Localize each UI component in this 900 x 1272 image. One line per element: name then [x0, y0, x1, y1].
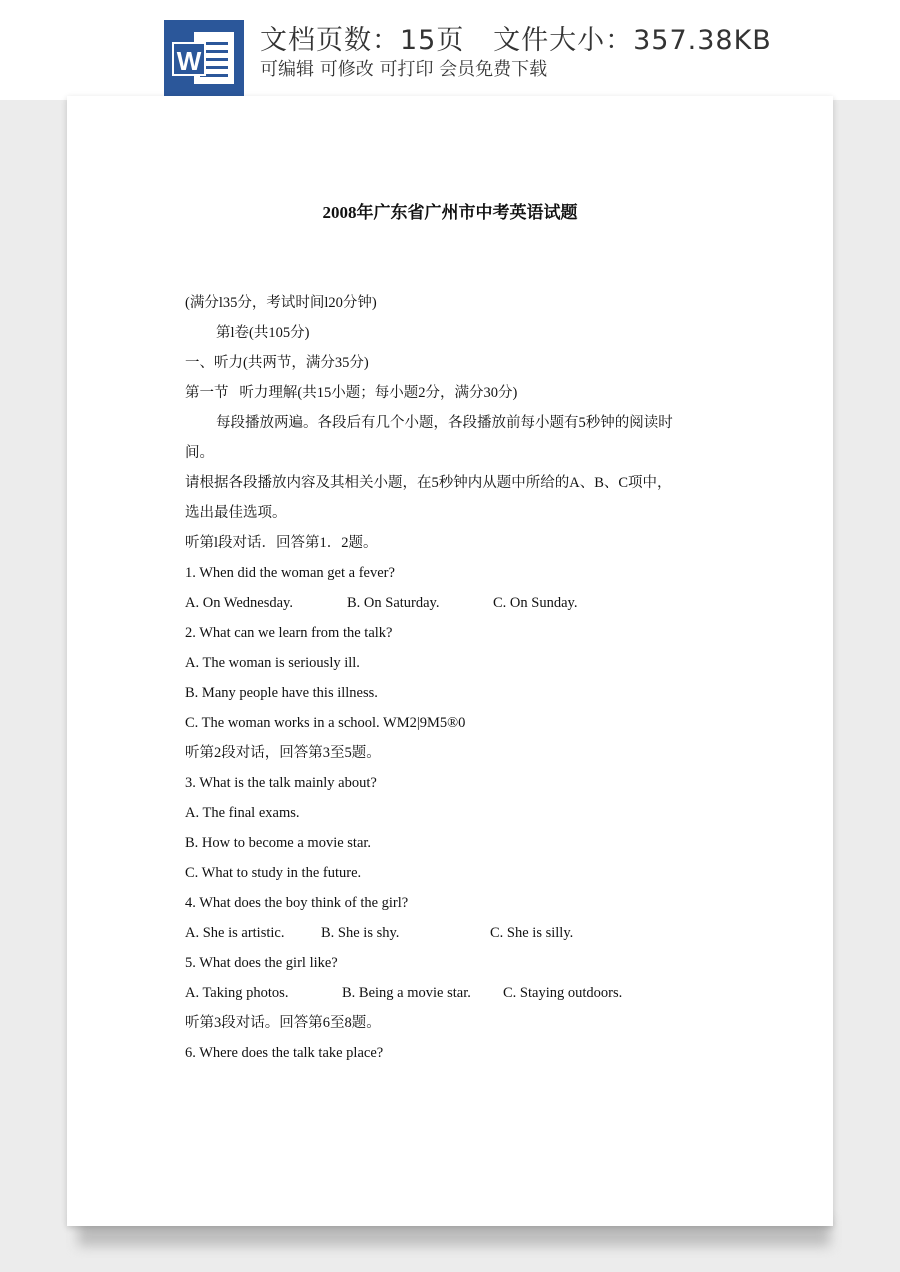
- answer-option: A. She is artistic.: [185, 925, 285, 941]
- answer-option: C. On Sunday.: [493, 595, 578, 611]
- answer-option: A. The final exams.: [185, 805, 300, 821]
- answer-option: B. On Saturday.: [347, 595, 440, 611]
- answer-option: A. The woman is seriously ill.: [185, 655, 360, 671]
- question-text: 3. What is the talk mainly about?: [185, 775, 377, 791]
- question-text: 4. What does the boy think of the girl?: [185, 895, 409, 911]
- download-banner: [0, 0, 900, 100]
- answer-option: A. On Wednesday.: [185, 595, 293, 611]
- question-text: 6. Where does the talk take place?: [185, 1045, 384, 1061]
- question-text: 2. What can we learn from the talk?: [185, 625, 393, 641]
- section-heading: 一、听力(共两节，满分35分): [185, 355, 369, 371]
- answer-option: C. She is silly.: [490, 925, 574, 941]
- answer-options-row: [185, 588, 745, 618]
- answer-options-row: [185, 918, 745, 948]
- question-text: 5. What does the girl like?: [185, 955, 338, 971]
- instruction-line: 每段播放两遍。各段后有几个小题，各段播放前每小题有5秒钟的阅读时: [216, 415, 673, 431]
- answer-option: C. What to study in the future.: [185, 865, 362, 881]
- instruction-line: 选出最佳选项。: [185, 505, 287, 521]
- file-features-subtitle: 可编辑 可修改 可打印 会员免费下载: [260, 59, 548, 80]
- subsection-heading: 第一节 听力理解(共15小题；每小题2分，满分30分): [185, 385, 518, 401]
- document-body: [185, 288, 745, 1068]
- volume-heading: 第l卷(共105分): [216, 325, 310, 341]
- dialogue-heading: 听第l段对话．回答第1．2题。: [185, 535, 378, 551]
- word-letter-badge: W: [172, 42, 206, 76]
- word-document-icon: [164, 20, 244, 96]
- answer-option: B. Being a movie star.: [342, 985, 471, 1001]
- file-info-title: 文档页数：15页 文件大小：357.38KB: [260, 25, 772, 56]
- instruction-line: 间。: [185, 445, 214, 461]
- answer-option: C. Staying outdoors.: [503, 985, 623, 1001]
- instruction-line: 请根据各段播放内容及其相关小题，在5秒钟内从题中所给的A、B、C项中，: [185, 475, 672, 491]
- dialogue-heading: 听第2段对话，回答第3至5题。: [185, 745, 381, 761]
- dialogue-heading: 听第3段对话。回答第6至8题。: [185, 1015, 381, 1031]
- answer-option: B. How to become a movie star.: [185, 835, 372, 851]
- answer-option: B. She is shy.: [321, 925, 400, 941]
- document-page: [67, 96, 833, 1226]
- answer-option: A. Taking photos.: [185, 985, 289, 1001]
- document-title: 2008年广东省广州市中考英语试题: [322, 203, 578, 222]
- answer-option: C. The woman works in a school. WM2|9M5®0: [185, 715, 466, 731]
- answer-option: B. Many people have this illness.: [185, 685, 378, 701]
- exam-info-line: (满分l35分，考试时间l20分钟): [185, 295, 377, 311]
- answer-options-row: [185, 978, 745, 1008]
- question-text: 1. When did the woman get a fever?: [185, 565, 395, 581]
